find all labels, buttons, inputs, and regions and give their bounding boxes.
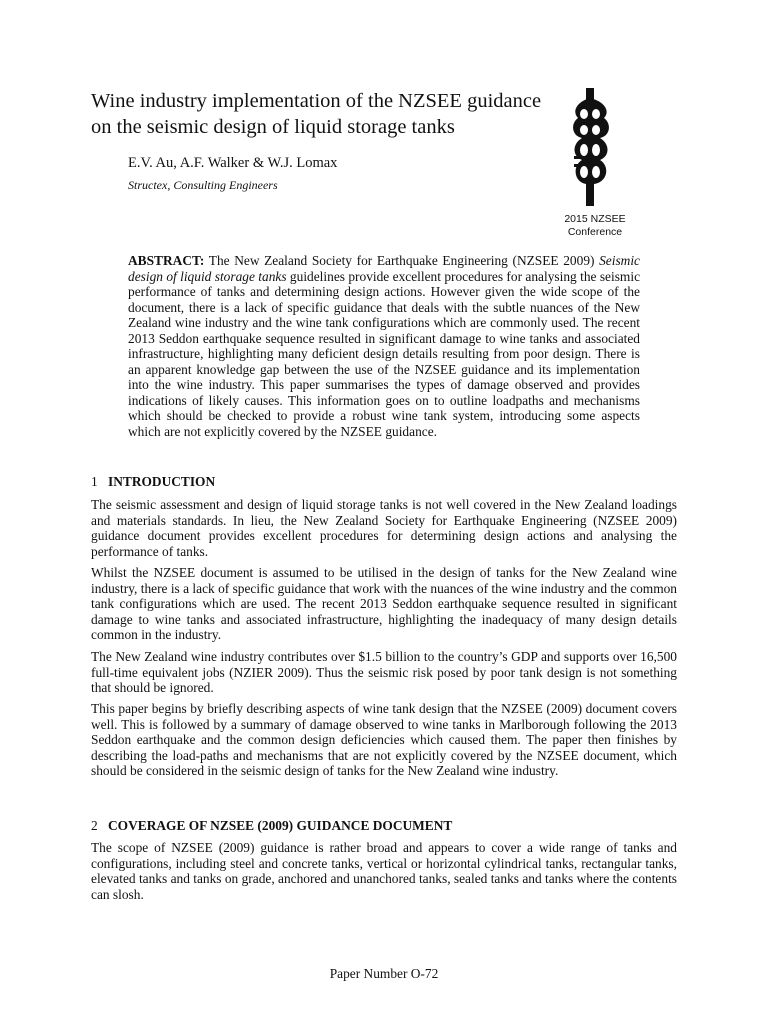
abstract-lead: The New Zealand Society for Earthquake Engineering (NZSEE 2009)	[204, 253, 600, 268]
paper-title-line-1: Wine industry implementation of the NZSEE guidance	[91, 90, 542, 112]
abstract-label: ABSTRACT:	[128, 253, 205, 268]
paper-title-line-2: on the seismic design of liquid storage tanks	[91, 116, 455, 138]
abstract-body: guidelines provide excellent procedures for analysing the seismic performance of tanks and determining design actions. However given the wide scope of the document, there is a lack of specific guidance that deals with the subtle nuances of the New Zealand wine industry and the wine tank configurations which are commonly used. The recent 2013 Seddon earthquake sequence resulted in significant damage to wine tanks and associated infrastructure, highlighting many deficient design details resulting from poor design. There is an apparent knowledge gap between the use of the NZSEE guidance and its implementation into the wine industry. This paper summarises the types of damage observed and provides indications of likely causes. This information goes on to outline loadpaths and mechanisms which should be checked to provide a robust wine tank system, introducing some aspects which are not explicitly covered by the NZSEE guidance.	[128, 268, 641, 439]
nzsee-logo-icon	[566, 88, 614, 206]
conference-year: 2015 NZSEE	[564, 213, 626, 225]
intro-paragraph-1: The seismic assessment and design of liquid storage tanks is not well covered in the New Zealand loadings and materials standards. In lieu, the New Zealand Society for Earthquake Engineering (NZSEE 2009) guidance document provides excellent procedures for determining design actions and analysing the performance of tanks.	[91, 497, 677, 559]
paper-number-footer: Paper Number O-72	[329, 966, 439, 981]
intro-paragraph-2: Whilst the NZSEE document is assumed to be utilised in the design of tanks for the New Zealand wine industry, there is a lack of specific guidance that work with the nuances of the wine industry and the common tank configurations which are used. The recent 2013 Seddon earthquake sequence resulted in significant damage to wine tanks and associated infrastructure, highlighting the inadequacy of many design details common in the industry.	[91, 565, 677, 642]
conference-word: Conference	[567, 226, 623, 238]
section-number: 1	[91, 474, 98, 489]
coverage-paragraph-1: The scope of NZSEE (2009) guidance is rather broad and appears to cover a wide range of tanks and configurations, including steel and concrete tanks, vertical or horizontal cylindrical tanks, rectangular tanks, elevated tanks and tanks on grade, anchored and unanchored tanks, sealed tanks and tanks where the contents can slosh.	[91, 840, 678, 902]
paper-affiliation: Structex, Consulting Engineers	[128, 178, 278, 192]
section-heading-coverage	[91, 818, 452, 834]
intro-paragraph-4: This paper begins by briefly describing aspects of wine tank design that the NZSEE (2009) document covers well. This is followed by a summary of damage observed to wine tanks in Marlborough following the 2013 Seddon earthquake and the common design deficiencies which caused them. The paper then finishes by describing the load-paths and mechanisms that are not explicitly covered by the NZSEE document, which should be considered in the seismic design of tanks for the New Zealand wine industry.	[91, 701, 677, 778]
abstract-italic-title: Seismic design of liquid storage tanks	[128, 253, 640, 284]
conference-label	[550, 213, 640, 239]
paper-authors: E.V. Au, A.F. Walker & W.J. Lomax	[128, 155, 338, 171]
section-number: 2	[91, 818, 98, 833]
intro-paragraph-3: The New Zealand wine industry contributes over $1.5 billion to the country’s GDP and supports over 16,500 full-time equivalent jobs (NZIER 2009). Thus the seismic risk posed by poor tank design is not something that should be ignored.	[91, 649, 677, 695]
paper-title	[91, 88, 561, 140]
abstract	[128, 253, 640, 439]
section-title: COVERAGE OF NZSEE (2009) GUIDANCE DOCUMENT	[108, 818, 453, 833]
section-title: INTRODUCTION	[108, 474, 216, 489]
section-heading-introduction	[91, 474, 215, 490]
